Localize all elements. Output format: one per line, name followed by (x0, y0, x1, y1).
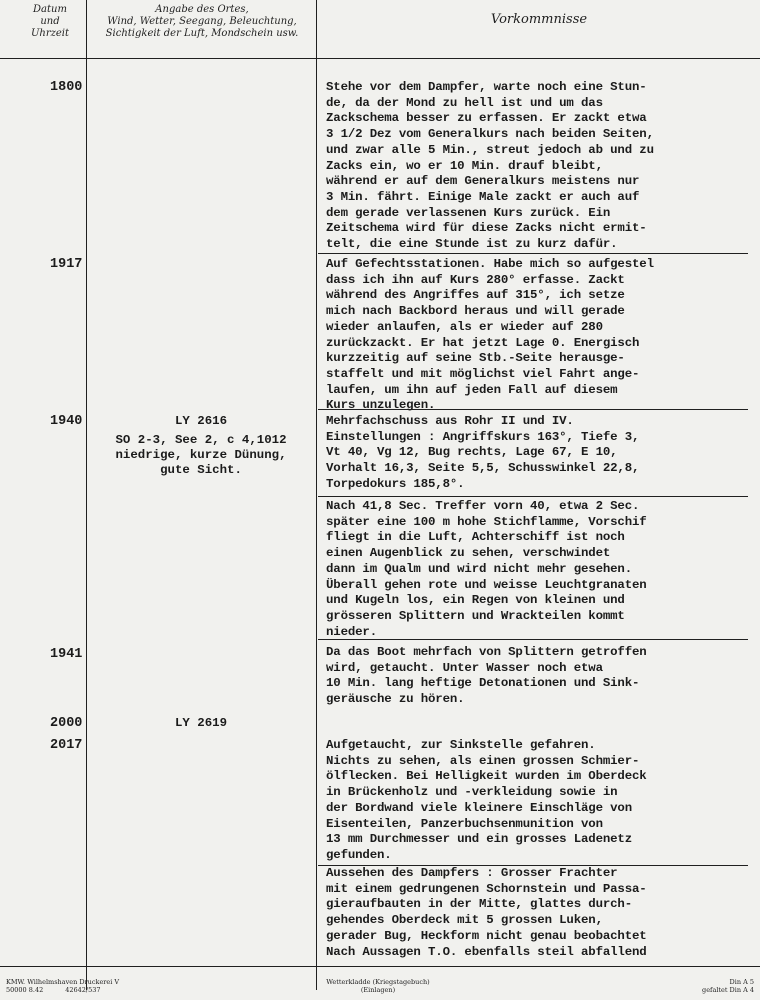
place-entry-2000: LY 2619 (174, 716, 228, 730)
header-location-weather: Angabe des Ortes, Wind, Wetter, Seegang, Beleuchtung, Sichtigkeit der Luft, Mondschein usw. (105, 4, 299, 39)
footer-form-title: Wetterkladde (Kriegstagebuch) (Einlagen) (326, 978, 430, 994)
entry-1940-hit: Nach 41,8 Sec. Treffer vorn 40, etwa 2 Sec. später eine 100 m hohe Stichflamme, Vorschif fliegt in die Luft, Achterschiff ist noch einen Augenblick zu sehen, verschwindet dann im Qualm und wird nicht mehr gesehen. Überall gehen rote und weisse Leuchtgranaten und Kugeln los, ein Regen von kleinen und grösseren Splittern und Wrackteilen kommt nieder. (326, 499, 647, 639)
place-entry-1940: LY 2616 SO 2-3, See 2, c 4,1012 niedrige, kurze Dünung, gute Sicht. (115, 414, 287, 477)
time-1800: 1800 (50, 80, 83, 95)
time-2017: 2017 (50, 738, 83, 753)
entry-ship-description: Aussehen des Dampfers : Grosser Frachter mit einem gedrungenen Schornstein und Passa- gieraufbauten in der Mitte, glattes durch- gehendes Oberdeck mit 5 grossen Luken, gerader Bug, Heckform nicht genau beobachtet Nach Aussagen T.O. ebenfalls steil abfallend (326, 866, 647, 959)
entry-separator (318, 496, 748, 497)
entry-2017: Aufgetaucht, zur Sinkstelle gefahren. Nichts zu sehen, als einen grossen Schmier- ölflecken. Bei Helligkeit wurden im Oberdeck in Brückenholz und -verkleidung sowie in der Bordwand viele kleinere Einschläge von Eisenteilen, Panzerbuchsenmunition von 13 mm Durchmesser und ein grosses Ladenetz gefunden. (326, 738, 647, 862)
time-1940: 1940 (50, 414, 83, 429)
time-1917: 1917 (50, 257, 83, 272)
entry-1941: Da das Boot mehrfach von Splittern getroffen wird, getaucht. Unter Wasser noch etwa 10 Min. lang heftige Detonationen und Sink- geräusche zu hören. (326, 645, 647, 707)
footer-printer: KMW. Wilhelmshaven Druckerei V 50000 8.42 42642/537 (6, 978, 120, 994)
footer-rule (0, 966, 760, 967)
column-divider-2 (316, 0, 317, 990)
entry-1940-shot: Mehrfachschuss aus Rohr II und IV. Einstellungen : Angriffskurs 163°, Tiefe 3, Vt 40, Vg 12, Bug rechts, Lage 67, E 10, Vorhalt 16,3, Seite 5,5, Schusswinkel 22,8, Torpedokurs 185,8°. (326, 414, 640, 491)
time-1941: 1941 (50, 647, 83, 662)
entry-separator (318, 253, 748, 254)
header-date-time: Datum und Uhrzeit (30, 4, 70, 39)
entry-1917: Auf Gefechtsstationen. Habe mich so aufgestel dass ich ihn auf Kurs 280° erfasse. Zackt während des Angriffes auf 315°, ich setze mich nach Backbord heraus und will gerade wieder anlaufen, als er wieder auf 280 zurückzackt. Er hat jetzt Lage 0. Energisch kurzzeitig auf seine Stb.-Seite herausge- staffelt und mit möglichst viel Fahrt ange- laufen, um ihn auf jeden Fall auf diesem Kurs unzulegen. (326, 257, 654, 413)
time-2000: 2000 (50, 716, 83, 731)
column-divider-1 (86, 0, 87, 990)
header-events: Vorkommnisse (490, 12, 588, 27)
header-rule (0, 58, 760, 59)
entry-1800: Stehe vor dem Dampfer, warte noch eine Stun- de, da der Mond zu hell ist und um das Zackschema besser zu erfassen. Er zackt etwa 3 1/2 Dez vom Generalkurs nach beiden Seiten, und zwar alle 5 Min., streut jedoch ab und zu Zacks ein, wo er 10 Min. drauf bleibt, während er auf dem Generalkurs meistens nur 3 Min. fährt. Einige Male zackt er auch auf dem gerade verlassenen Kurs zurück. Ein Zeitschema wird für diese Zacks nicht ermit- telt, die eine Stunde ist zu kurz dafür. (326, 80, 654, 252)
footer-format: Din A 5 gefaltet Din A 4 (702, 978, 754, 994)
